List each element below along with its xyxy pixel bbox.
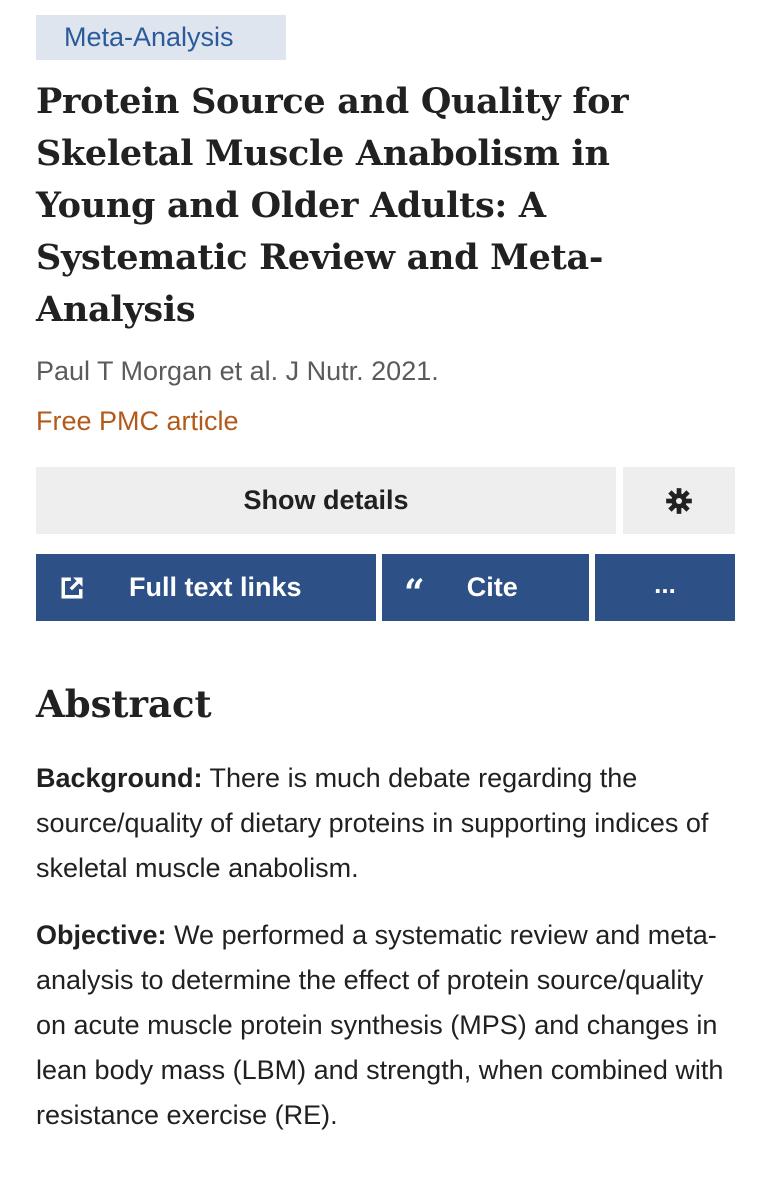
more-actions-label: ... [654, 569, 676, 599]
objective-label: Objective: [36, 920, 167, 950]
quote-icon: “ [404, 571, 425, 614]
abstract-heading: Abstract [36, 682, 212, 726]
objective-text: We performed a systematic review and meta-analysis to determine the effect of protein source/quality on acute muscle protein synthesis (MPS) and changes in lean body mass (LBM) and strength, when combined with resistance exercise (RE). [36, 920, 724, 1130]
abstract-background [36, 756, 736, 891]
cite-button[interactable] [382, 554, 589, 621]
article-title: Protein Source and Quality for Skeletal Muscle Anabolism in Young and Older Adults: A Systematic Review and Meta-Analysis [36, 81, 629, 330]
show-details-button[interactable] [36, 467, 616, 534]
display-settings-button[interactable] [623, 467, 735, 534]
gear-icon [665, 487, 693, 515]
free-pmc-link[interactable]: Free PMC article [36, 406, 239, 436]
abstract-objective [36, 913, 736, 1138]
background-text: There is much debate regarding the source/quality of dietary proteins in supporting indices of skeletal muscle anabolism. [36, 763, 709, 883]
full-text-links-label: Full text links [129, 572, 302, 602]
full-text-links-button[interactable] [36, 554, 376, 621]
background-label: Background: [36, 763, 203, 793]
show-details-label: Show details [243, 485, 409, 515]
article-citation: Paul T Morgan et al. J Nutr. 2021. [36, 356, 439, 386]
cite-label: Cite [466, 572, 518, 602]
more-actions-button[interactable] [595, 554, 735, 621]
external-link-icon [58, 574, 86, 602]
article-type-badge: Meta-Analysis [36, 15, 286, 60]
